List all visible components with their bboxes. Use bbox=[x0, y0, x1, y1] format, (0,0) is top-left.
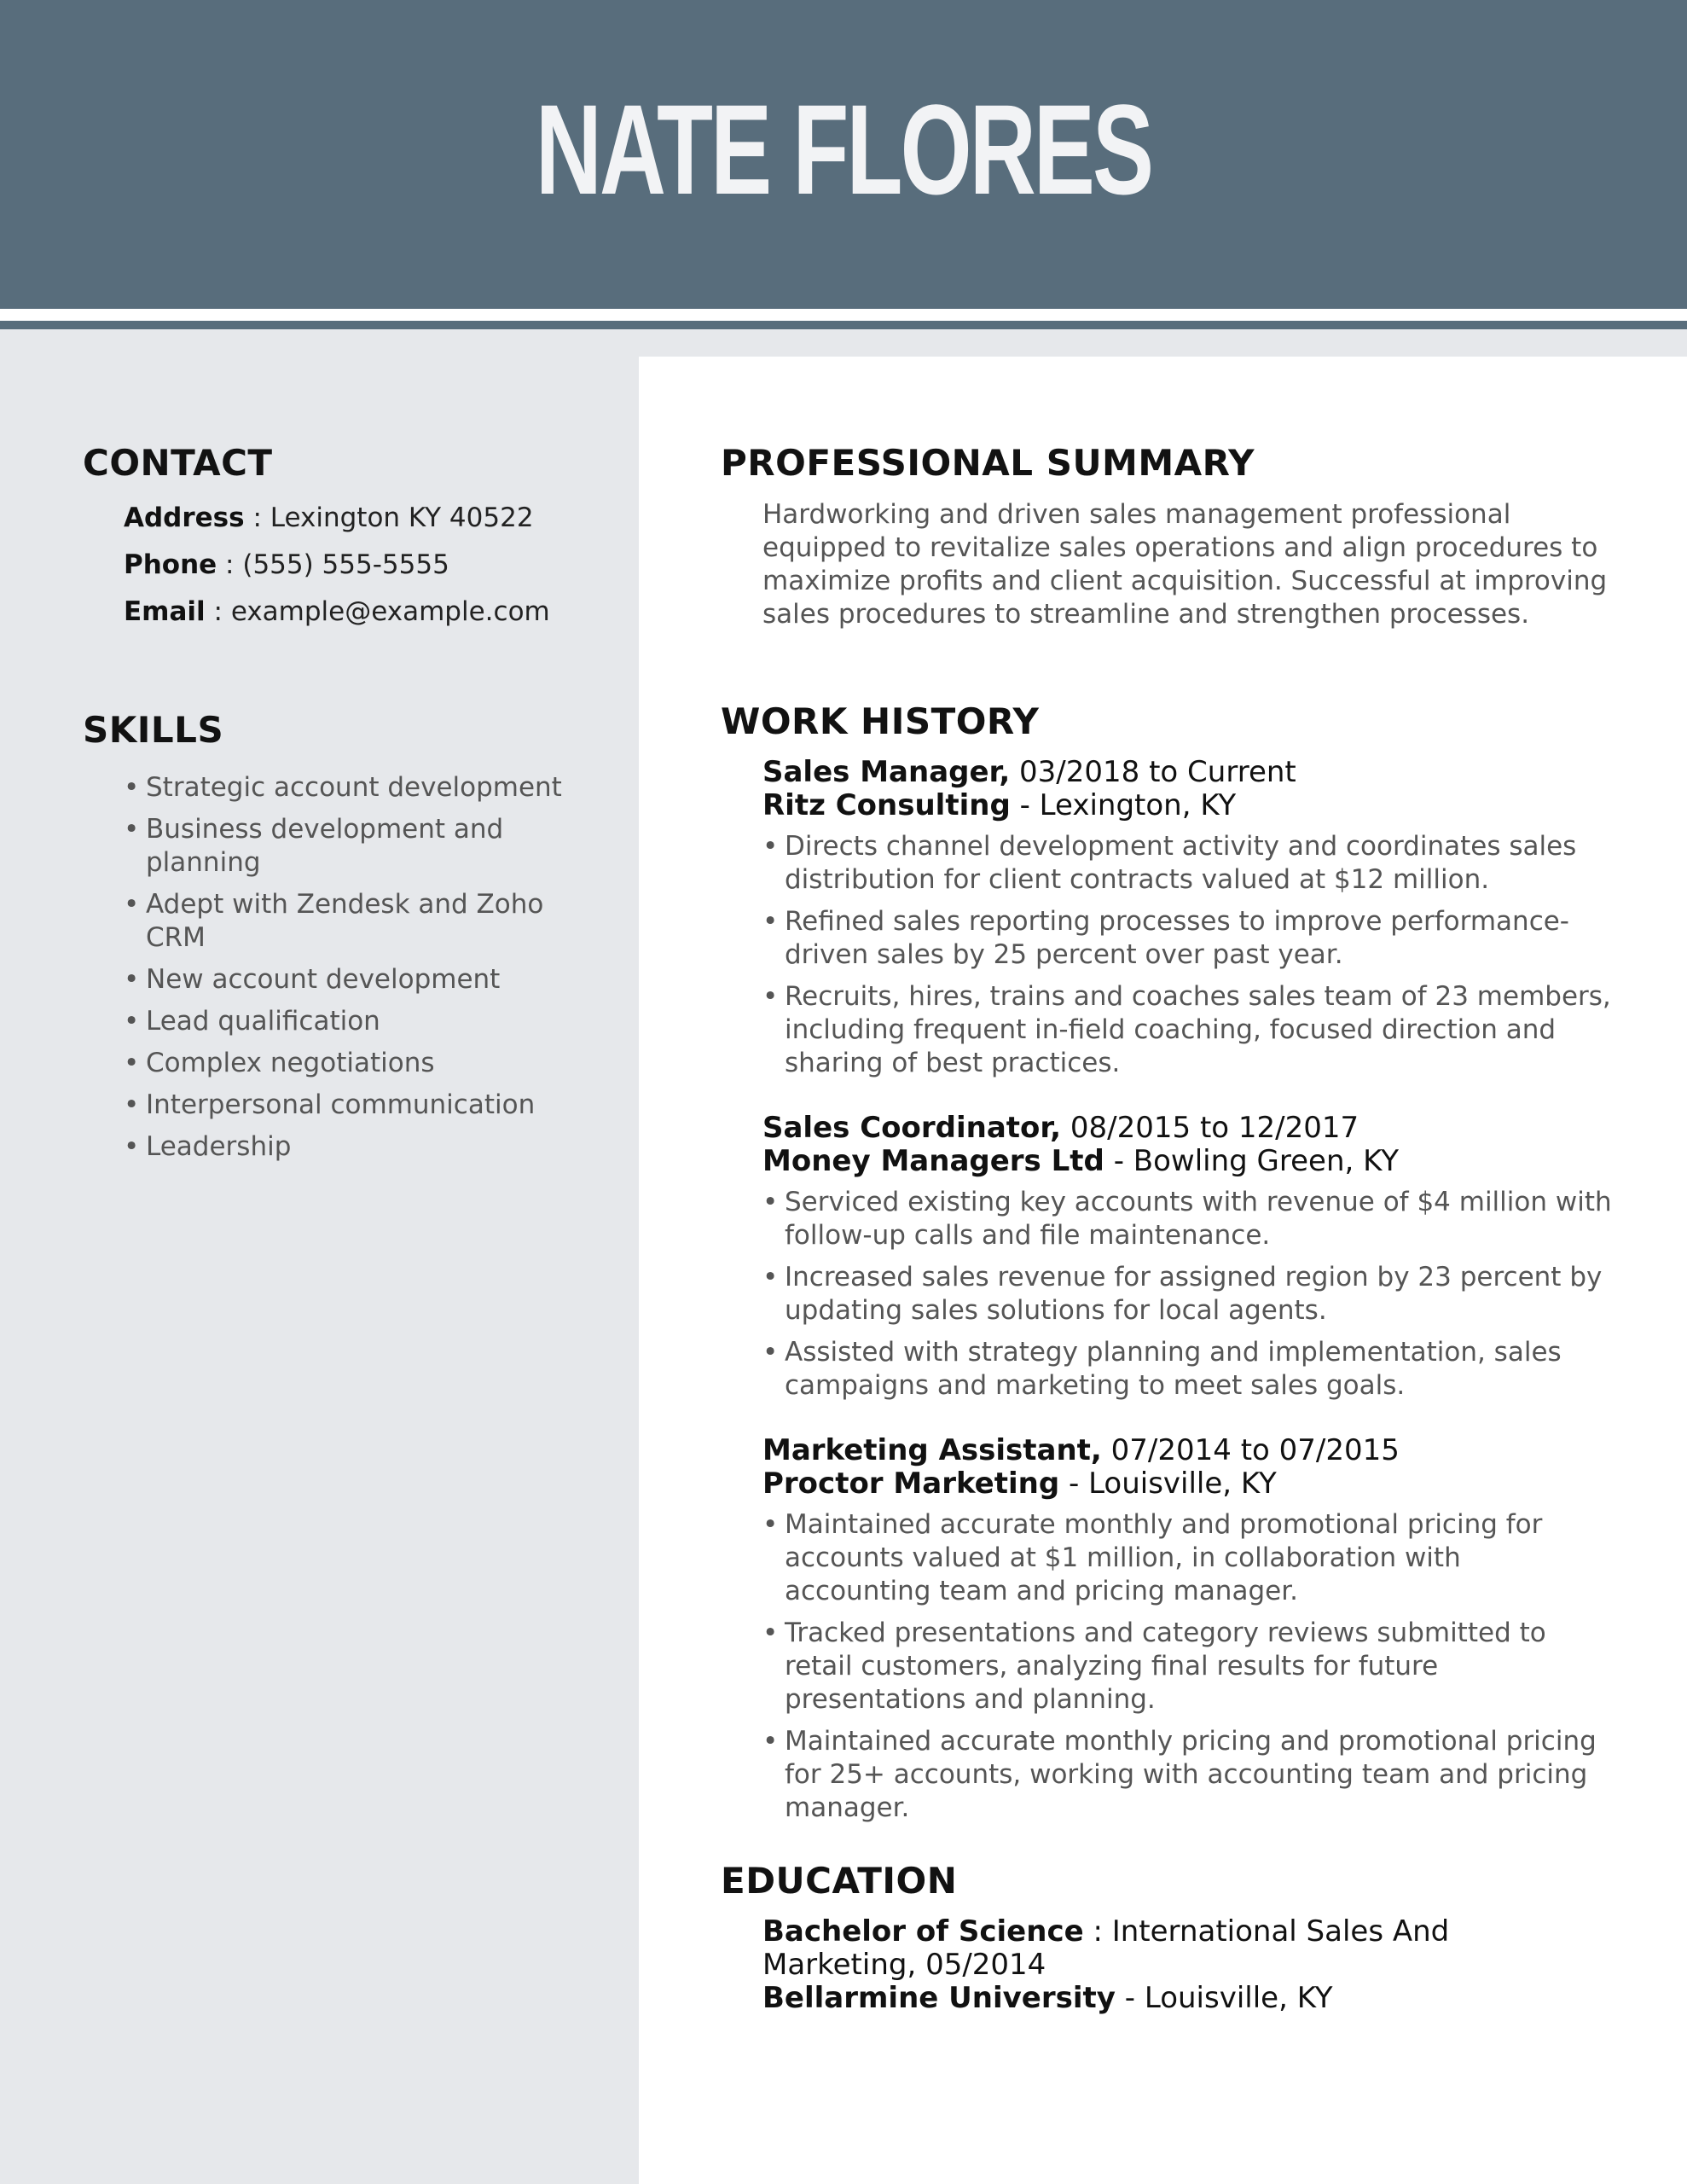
work-history-heading: WORK HISTORY bbox=[721, 700, 1040, 742]
contact-heading: CONTACT bbox=[83, 442, 273, 484]
job-bullet: • Increased sales revenue for assigned region by 23 percent by updating sales solutions for local agents. bbox=[762, 1261, 1615, 1327]
contact-address: Address : Lexington KY 40522 bbox=[124, 502, 534, 533]
job-location: Bowling Green, KY bbox=[1133, 1144, 1399, 1178]
education-entry bbox=[762, 1915, 1581, 2015]
contact-label: Email bbox=[124, 596, 206, 627]
summary-heading: PROFESSIONAL SUMMARY bbox=[721, 442, 1255, 484]
skill-item: • Lead qualification bbox=[124, 1005, 567, 1038]
job-bullet: • Directs channel development activity and coordinates sales distribution for client contracts valued at $12 million. bbox=[762, 830, 1615, 897]
education-location: Louisville, KY bbox=[1144, 1981, 1333, 2015]
job-bullets bbox=[762, 830, 1615, 1080]
job-company-line: Proctor Marketing - Louisville, KY bbox=[762, 1467, 1277, 1501]
job-bullet: • Refined sales reporting processes to improve performance-driven sales by 25 percent over past year. bbox=[762, 905, 1615, 972]
contact-value: example@example.com bbox=[230, 596, 550, 627]
job-company: Money Managers Ltd bbox=[762, 1144, 1104, 1178]
job-title-line bbox=[762, 756, 1615, 789]
summary-text: Hardworking and driven sales management professional equipped to revitalize sales operations and align procedures to maximize profits and client acquisition. Successful at improving sales procedures to streamline and strengthen processes. bbox=[762, 499, 1608, 630]
contact-list bbox=[124, 495, 618, 636]
job-dates: 08/2015 to 12/2017 bbox=[1070, 1111, 1359, 1145]
candidate-name: NATE FLORES bbox=[535, 78, 1152, 221]
contact-phone: Phone : (555) 555-5555 bbox=[124, 549, 449, 580]
job-entry bbox=[762, 1434, 1615, 1833]
skills-heading: SKILLS bbox=[83, 709, 224, 751]
job-bullet: • Serviced existing key accounts with revenue of $4 million with follow-up calls and file maintenance. bbox=[762, 1186, 1615, 1252]
skill-item: • Adept with Zendesk and Zoho CRM bbox=[124, 888, 567, 955]
job-bullet: • Maintained accurate monthly and promotional pricing for accounts valued at $1 million, in collaboration with accounting team and pricing manager. bbox=[762, 1508, 1615, 1608]
education-school: Bellarmine University bbox=[762, 1981, 1116, 2015]
contact-value: Lexington KY 40522 bbox=[270, 502, 534, 533]
job-location: Louisville, KY bbox=[1088, 1467, 1277, 1501]
job-company-line: Money Managers Ltd - Bowling Green, KY bbox=[762, 1144, 1399, 1178]
job-title: Marketing Assistant, bbox=[762, 1433, 1102, 1467]
job-bullet: • Assisted with strategy planning and implementation, sales campaigns and marketing to meet sales goals. bbox=[762, 1336, 1615, 1403]
education-degree: Bachelor of Science bbox=[762, 1914, 1084, 1949]
contact-label: Phone bbox=[124, 549, 217, 580]
job-title: Sales Coordinator, bbox=[762, 1111, 1062, 1145]
education-heading: EDUCATION bbox=[721, 1860, 958, 1902]
main-top-strip bbox=[639, 329, 1687, 357]
job-location: Lexington, KY bbox=[1039, 788, 1237, 822]
job-title-line bbox=[762, 1434, 1615, 1467]
job-company: Ritz Consulting bbox=[762, 788, 1011, 822]
skills-list bbox=[124, 771, 567, 1172]
skill-item: • Interpersonal communication bbox=[124, 1089, 567, 1122]
job-title-line bbox=[762, 1112, 1615, 1145]
header-banner bbox=[0, 0, 1687, 309]
contact-value: (555) 555-5555 bbox=[242, 549, 449, 580]
job-title: Sales Manager, bbox=[762, 755, 1011, 789]
skill-item: • Strategic account development bbox=[124, 771, 567, 804]
job-bullet: • Tracked presentations and category reviews submitted to retail customers, analyzing final results for future presentations and planning. bbox=[762, 1617, 1615, 1716]
header-divider bbox=[0, 321, 1687, 329]
contact-label: Address bbox=[124, 502, 245, 533]
education-field: International Sales And Marketing, 05/2014 bbox=[762, 1914, 1450, 1982]
job-bullets bbox=[762, 1508, 1615, 1825]
skill-item: • Business development and planning bbox=[124, 813, 567, 880]
job-entry bbox=[762, 1112, 1615, 1411]
contact-email: Email : example@example.com bbox=[124, 596, 550, 627]
job-bullets bbox=[762, 1186, 1615, 1403]
job-bullet: • Maintained accurate monthly pricing and promotional pricing for 25+ accounts, working with accounting team and pricing manager. bbox=[762, 1725, 1615, 1825]
education-degree-line: Bachelor of Science : International Sales And Marketing, 05/2014 bbox=[762, 1914, 1450, 1982]
skill-item: • Complex negotiations bbox=[124, 1047, 567, 1080]
job-company-line: Ritz Consulting - Lexington, KY bbox=[762, 788, 1237, 822]
skill-item: • Leadership bbox=[124, 1130, 567, 1164]
skill-item: • New account development bbox=[124, 963, 567, 996]
education-school-line: Bellarmine University - Louisville, KY bbox=[762, 1981, 1333, 2015]
job-dates: 03/2018 to Current bbox=[1019, 755, 1296, 789]
job-dates: 07/2014 to 07/2015 bbox=[1110, 1433, 1400, 1467]
job-entry bbox=[762, 756, 1615, 1089]
job-bullet: • Recruits, hires, trains and coaches sales team of 23 members, including frequent in-field coaching, focused direction and sharing of best practices. bbox=[762, 980, 1615, 1080]
job-company: Proctor Marketing bbox=[762, 1467, 1060, 1501]
